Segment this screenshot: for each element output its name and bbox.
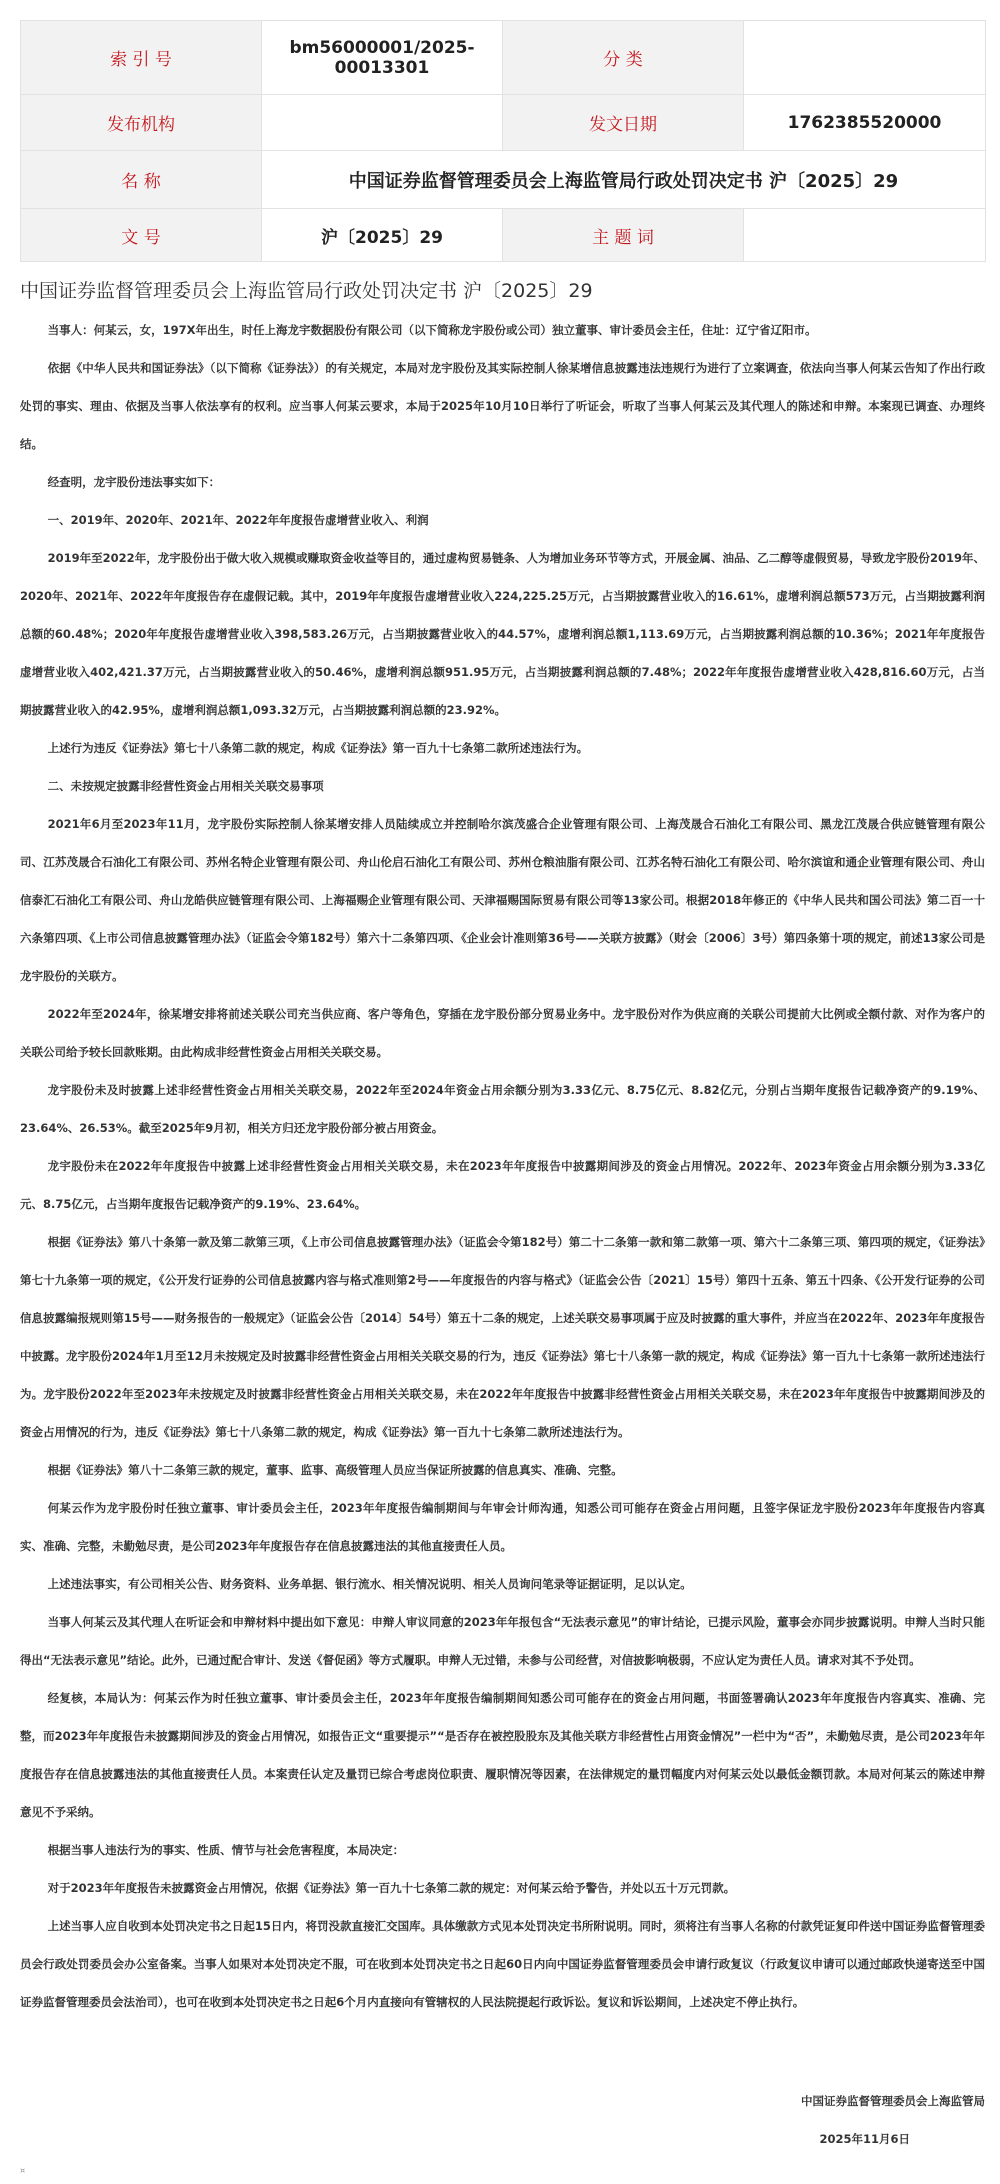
issuer-label: 发布机构 bbox=[21, 95, 262, 151]
doc-number-value: 沪〔2025〕29 bbox=[262, 209, 503, 262]
body-paragraph: 2019年至2022年，龙宇股份出于做大收入规模或赚取资金收益等目的，通过虚构贸易链条、人为增加业务环节等方式，开展金属、油品、乙二醇等虚假贸易，导致龙宇股份2019年、2020年、2021年、2022年年度报告存在虚假记载。其中，2019年年度报告虚增营业收入224,225.25万元，占当期披露营业收入的16.61%，虚增利润总额573万元，占当期披露利润总额的60.48%；2020年年度报告虚增营业收入398,583.26万元，占当期披露营业收入的44.57%，虚增利润总额1,113.69万元，占当期披露利润总额的10.36%；2021年年度报告虚增营业收入402,421.37万元，占当期披露营业收入的50.46%，虚增利润总额951.95万元，占当期披露利润总额的7.48%；2022年年度报告虚增营业收入428,816.60万元，占当期披露营业收入的42.95%，虚增利润总额1,093.32万元，占当期披露利润总额的23.92%。 bbox=[20, 551, 985, 717]
category-value bbox=[744, 21, 986, 95]
body-paragraph: 2022年至2024年，徐某增安排将前述关联公司充当供应商、客户等角色，穿插在龙宇股份部分贸易业务中。龙宇股份对作为供应商的关联公司提前大比例或全额付款、对作为客户的关联公司给予较长回款账期。由此构成非经营性资金占用相关关联交易。 bbox=[20, 1007, 985, 1059]
body-paragraph: 二、未按规定披露非经营性资金占用相关关联交易事项 bbox=[47, 779, 324, 793]
body-paragraph: 上述行为违反《证券法》第七十八条第二款的规定，构成《证券法》第一百九十七条第二款所述违法行为。 bbox=[47, 741, 589, 755]
doc-name-value: 中国证券监督管理委员会上海监管局行政处罚决定书 沪〔2025〕29 bbox=[262, 151, 986, 209]
signature-org: 中国证券监督管理委员会上海监管局 bbox=[801, 2094, 985, 2108]
metadata-table bbox=[20, 20, 986, 262]
index-number-label: 索 引 号 bbox=[21, 21, 262, 95]
document-page bbox=[20, 20, 985, 2021]
issue-date-value: 1762385520000 bbox=[744, 95, 986, 151]
doc-number-label: 文 号 bbox=[21, 209, 262, 262]
body-paragraph: 一、2019年、2020年、2021年、2022年年度报告虚增营业收入、利润 bbox=[47, 513, 429, 527]
category-label: 分 类 bbox=[503, 21, 744, 95]
body-paragraph: 经查明，龙宇股份违法事实如下： bbox=[47, 475, 221, 489]
issuer-value bbox=[262, 95, 503, 151]
body-paragraph: 上述违法事实，有公司相关公告、财务资料、业务单据、银行流水、相关情况说明、相关人员询问笔录等证据证明，足以认定。 bbox=[47, 1577, 692, 1591]
body-paragraph: 当事人何某云及其代理人在听证会和申辩材料中提出如下意见：申辩人审议同意的2023年年报包含“无法表示意见”的审计结论，已提示风险，董事会亦同步披露说明。申辩人当时只能得出“无法表示意见”结论。此外，已通过配合审计、发送《督促函》等方式履职。申辩人无过错，未参与公司经营，对信披影响极弱，不应认定为责任人员。请求对其不予处罚。 bbox=[20, 1615, 985, 1667]
body-paragraph: 当事人：何某云，女，197X年出生，时任上海龙宇数据股份有限公司（以下简称龙宇股份或公司）独立董事、审计委员会主任，住址：辽宁省辽阳市。 bbox=[47, 323, 817, 337]
footer-mark: ¤ bbox=[20, 2166, 26, 2175]
body-paragraph: 龙宇股份未及时披露上述非经营性资金占用相关关联交易，2022年至2024年资金占用余额分别为3.33亿元、8.75亿元、8.82亿元，分别占当期年度报告记载净资产的9.19%、23.64%、26.53%。截至2025年9月初，相关方归还龙宇股份部分被占用资金。 bbox=[20, 1083, 985, 1135]
body-paragraph: 根据《证券法》第八十条第一款及第二款第三项，《上市公司信息披露管理办法》（证监会令第182号）第二十二条第一款和第二款第一项、第六十二条第三项、第四项的规定，《证券法》第七十九条第一项的规定，《公开发行证券的公司信息披露内容与格式准则第2号——年度报告的内容与格式》（证监会公告〔2021〕15号）第四十五条、第五十四条、《公开发行证券的公司信息披露编报规则第15号——财务报告的一般规定》（证监会公告〔2014〕54号）第五十二条的规定，上述关联交易事项属于应及时披露的重大事件，并应当在2022年、2023年年度报告中披露。龙宇股份2024年1月至12月未按规定及时披露非经营性资金占用相关关联交易的行为，违反《证券法》第七十八条第一款的规定，构成《证券法》第一百九十七条第一款所述违法行为。龙宇股份2022年至2023年未按规定及时披露非经营性资金占用相关关联交易，未在2022年年度报告中披露非经营性资金占用相关关联交易，未在2023年年度报告中披露期间涉及的资金占用情况的行为，违反《证券法》第七十八条第二款的规定，构成《证券法》第一百九十七条第二款所述违法行为。 bbox=[20, 1235, 985, 1439]
document-title: 中国证券监督管理委员会上海监管局行政处罚决定书 沪〔2025〕29 bbox=[20, 280, 593, 302]
body-paragraph: 何某云作为龙宇股份时任独立董事、审计委员会主任，2023年年度报告编制期间与年审会计师沟通，知悉公司可能存在资金占用问题，且签字保证龙宇股份2023年年度报告内容真实、准确、完整，未勤勉尽责，是公司2023年年度报告存在信息披露违法的其他直接责任人员。 bbox=[20, 1501, 985, 1553]
signature-date: 2025年11月6日 bbox=[819, 2132, 910, 2146]
issue-date-label: 发文日期 bbox=[503, 95, 744, 151]
body-paragraph: 上述当事人应自收到本处罚决定书之日起15日内，将罚没款直接汇交国库。具体缴款方式见本处罚决定书所附说明。同时，须将注有当事人名称的付款凭证复印件送中国证券监督管理委员会行政处罚委员会办公室备案。当事人如果对本处罚决定不服，可在收到本处罚决定书之日起60日内向中国证券监督管理委员会申请行政复议（行政复议申请可以通过邮政快递寄送至中国证券监督管理委员会法治司），也可在收到本处罚决定书之日起6个月内直接向有管辖权的人民法院提起行政诉讼。复议和诉讼期间，上述决定不停止执行。 bbox=[20, 1919, 985, 2009]
subject-label: 主 题 词 bbox=[503, 209, 744, 262]
metadata-row bbox=[21, 95, 986, 151]
body-paragraph: 根据《证券法》第八十二条第三款的规定，董事、监事、高级管理人员应当保证所披露的信息真实、准确、完整。 bbox=[47, 1463, 623, 1477]
document-body bbox=[20, 311, 985, 2021]
body-paragraph: 对于2023年年度报告未披露资金占用情况，依据《证券法》第一百九十七条第二款的规定：对何某云给予警告，并处以五十万元罚款。 bbox=[47, 1881, 736, 1895]
body-paragraph: 根据当事人违法行为的事实、性质、情节与社会危害程度，本局决定： bbox=[47, 1843, 405, 1857]
body-paragraph: 经复核，本局认为：何某云作为时任独立董事、审计委员会主任，2023年年度报告编制期间知悉公司可能存在的资金占用问题，书面签署确认2023年年度报告内容真实、准确、完整，而2023年年度报告未披露期间涉及的资金占用情况，如报告正文“重要提示”“是否存在被控股股东及其他关联方非经营性占用资金情况”一栏中为“否”，未勤勉尽责，是公司2023年年度报告存在信息披露违法的其他直接责任人员。本案责任认定及量罚已综合考虑岗位职责、履职情况等因素，在法律规定的量罚幅度内对何某云处以最低金额罚款。本局对何某云的陈述申辩意见不予采纳。 bbox=[20, 1691, 985, 1819]
subject-value bbox=[744, 209, 986, 262]
index-number-value: bm56000001/2025-00013301 bbox=[262, 21, 503, 95]
body-paragraph: 龙宇股份未在2022年年度报告中披露上述非经营性资金占用相关关联交易，未在2023年年度报告中披露期间涉及的资金占用情况。2022年、2023年资金占用余额分别为3.33亿元、8.75亿元，占当期年度报告记载净资产的9.19%、23.64%。 bbox=[20, 1159, 985, 1211]
body-paragraph: 2021年6月至2023年11月，龙宇股份实际控制人徐某增安排人员陆续成立并控制哈尔滨茂盛合企业管理有限公司、上海茂晟合石油化工有限公司、黑龙江茂晟合供应链管理有限公司、江苏茂晟合石油化工有限公司、苏州名特企业管理有限公司、舟山伦启石油化工有限公司、苏州仓粮油脂有限公司、江苏名特石油化工有限公司、哈尔滨谊和通企业管理有限公司、舟山信泰汇石油化工有限公司、舟山龙皓供应链管理有限公司、上海福赐企业管理有限公司、天津福赐国际贸易有限公司等13家公司。根据2018年修正的《中华人民共和国公司法》第二百一十六条第四项、《上市公司信息披露管理办法》（证监会令第182号）第六十二条第四项、《企业会计准则第36号——关联方披露》（财会〔2006〕3号）第四条第十项的规定，前述13家公司是龙宇股份的关联方。 bbox=[20, 817, 985, 983]
body-paragraph: 依据《中华人民共和国证券法》（以下简称《证券法》）的有关规定，本局对龙宇股份及其实际控制人徐某增信息披露违法违规行为进行了立案调查，依法向当事人何某云告知了作出行政处罚的事实、理由、依据及当事人依法享有的权利。应当事人何某云要求，本局于2025年10月10日举行了听证会，听取了当事人何某云及其代理人的陈述和申辩。本案现已调查、办理终结。 bbox=[20, 361, 985, 451]
doc-name-label: 名 称 bbox=[21, 151, 262, 209]
metadata-row bbox=[21, 21, 986, 95]
metadata-row bbox=[21, 209, 986, 262]
metadata-row bbox=[21, 151, 986, 209]
